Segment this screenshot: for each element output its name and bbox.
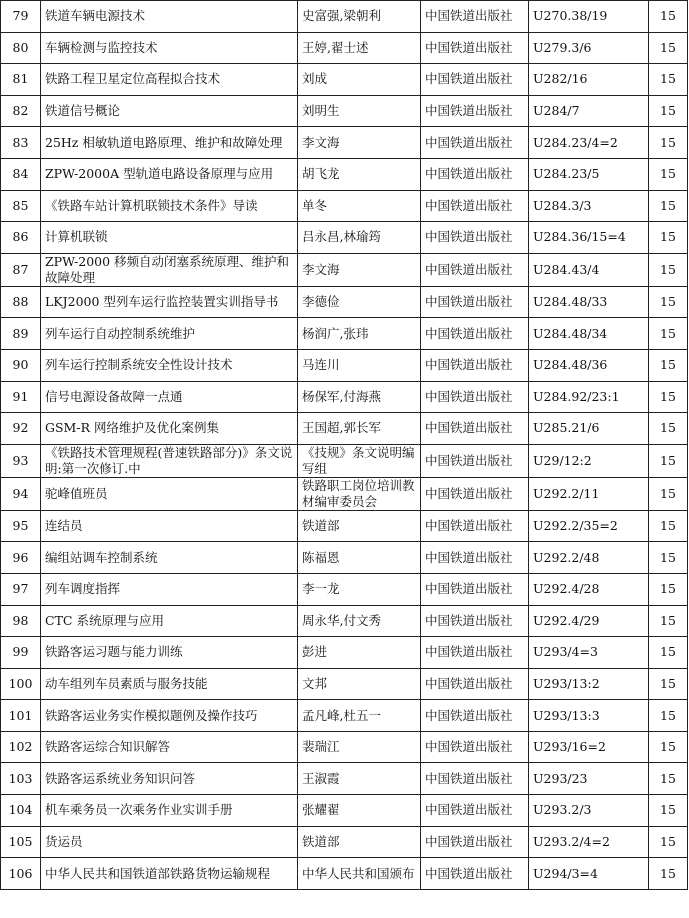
book-author: 李一龙 [298, 573, 421, 605]
call-number: U294/3=4 [529, 858, 649, 890]
book-author: 杨润广,张玮 [298, 318, 421, 350]
table-row [1, 32, 688, 64]
book-title: ZPW-2000A 型轨道电路设备原理与应用 [41, 158, 298, 190]
call-number: U293.2/3 [529, 795, 649, 827]
row-number: 99 [1, 637, 41, 669]
book-author: 铁道部 [298, 826, 421, 858]
row-number: 86 [1, 222, 41, 254]
book-publisher: 中国铁道出版社 [421, 795, 529, 827]
row-number: 83 [1, 127, 41, 159]
book-title: 驼峰值班员 [41, 477, 298, 510]
call-number: U284.48/33 [529, 286, 649, 318]
book-author: 中华人民共和国颁布 [298, 858, 421, 890]
copy-count: 15 [649, 318, 688, 350]
table-row [1, 542, 688, 574]
row-number: 93 [1, 444, 41, 477]
book-title: 列车调度指挥 [41, 573, 298, 605]
row-number: 89 [1, 318, 41, 350]
table-row [1, 381, 688, 413]
book-publisher: 中国铁道出版社 [421, 477, 529, 510]
row-number: 90 [1, 349, 41, 381]
book-publisher: 中国铁道出版社 [421, 637, 529, 669]
book-author: 铁路职工岗位培训教材编审委员会 [298, 477, 421, 510]
book-publisher: 中国铁道出版社 [421, 413, 529, 445]
book-publisher: 中国铁道出版社 [421, 542, 529, 574]
copy-count: 15 [649, 763, 688, 795]
book-publisher: 中国铁道出版社 [421, 1, 529, 33]
book-author: 吕永昌,林瑜筠 [298, 222, 421, 254]
row-number: 80 [1, 32, 41, 64]
book-title: 列车运行控制系统安全性设计技术 [41, 349, 298, 381]
call-number: U284.43/4 [529, 253, 649, 286]
call-number: U29/12:2 [529, 444, 649, 477]
copy-count: 15 [649, 349, 688, 381]
book-title: 铁道车辆电源技术 [41, 1, 298, 33]
copy-count: 15 [649, 637, 688, 669]
book-title: 铁路客运系统业务知识问答 [41, 763, 298, 795]
book-author: 王淑霞 [298, 763, 421, 795]
table-row [1, 826, 688, 858]
row-number: 101 [1, 700, 41, 732]
call-number: U292.2/48 [529, 542, 649, 574]
copy-count: 15 [649, 858, 688, 890]
row-number: 106 [1, 858, 41, 890]
book-publisher: 中国铁道出版社 [421, 826, 529, 858]
call-number: U293/13:3 [529, 700, 649, 732]
book-publisher: 中国铁道出版社 [421, 731, 529, 763]
copy-count: 15 [649, 795, 688, 827]
book-author: 铁道部 [298, 510, 421, 542]
book-publisher: 中国铁道出版社 [421, 700, 529, 732]
table-row [1, 477, 688, 510]
copy-count: 15 [649, 668, 688, 700]
call-number: U293/16=2 [529, 731, 649, 763]
row-number: 91 [1, 381, 41, 413]
book-title: 铁道信号概论 [41, 95, 298, 127]
book-list-body [1, 1, 688, 890]
book-author: 胡飞龙 [298, 158, 421, 190]
copy-count: 15 [649, 413, 688, 445]
copy-count: 15 [649, 510, 688, 542]
call-number: U292.4/28 [529, 573, 649, 605]
call-number: U284.48/34 [529, 318, 649, 350]
book-publisher: 中国铁道出版社 [421, 286, 529, 318]
book-publisher: 中国铁道出版社 [421, 190, 529, 222]
call-number: U293.2/4=2 [529, 826, 649, 858]
row-number: 96 [1, 542, 41, 574]
copy-count: 15 [649, 477, 688, 510]
book-publisher: 中国铁道出版社 [421, 222, 529, 254]
table-row [1, 605, 688, 637]
book-publisher: 中国铁道出版社 [421, 381, 529, 413]
copy-count: 15 [649, 95, 688, 127]
book-author: 王婷,翟士述 [298, 32, 421, 64]
call-number: U292.2/11 [529, 477, 649, 510]
book-publisher: 中国铁道出版社 [421, 318, 529, 350]
copy-count: 15 [649, 127, 688, 159]
row-number: 85 [1, 190, 41, 222]
book-author: 单冬 [298, 190, 421, 222]
row-number: 79 [1, 1, 41, 33]
call-number: U293/23 [529, 763, 649, 795]
book-author: 杨保军,付海燕 [298, 381, 421, 413]
call-number: U293/4=3 [529, 637, 649, 669]
table-row [1, 127, 688, 159]
book-author: 马连川 [298, 349, 421, 381]
row-number: 102 [1, 731, 41, 763]
table-row [1, 700, 688, 732]
book-author: 裴瑞江 [298, 731, 421, 763]
book-title: 编组站调车控制系统 [41, 542, 298, 574]
book-publisher: 中国铁道出版社 [421, 858, 529, 890]
row-number: 81 [1, 64, 41, 96]
row-number: 84 [1, 158, 41, 190]
book-author: 李文海 [298, 253, 421, 286]
book-title: 25Hz 相敏轨道电路原理、维护和故障处理 [41, 127, 298, 159]
row-number: 95 [1, 510, 41, 542]
row-number: 92 [1, 413, 41, 445]
call-number: U284/7 [529, 95, 649, 127]
call-number: U284.48/36 [529, 349, 649, 381]
book-title: 列车运行自动控制系统维护 [41, 318, 298, 350]
call-number: U282/16 [529, 64, 649, 96]
copy-count: 15 [649, 605, 688, 637]
call-number: U285.21/6 [529, 413, 649, 445]
copy-count: 15 [649, 573, 688, 605]
copy-count: 15 [649, 64, 688, 96]
book-publisher: 中国铁道出版社 [421, 763, 529, 795]
book-title: 动车组列车员素质与服务技能 [41, 668, 298, 700]
table-row [1, 64, 688, 96]
copy-count: 15 [649, 444, 688, 477]
row-number: 98 [1, 605, 41, 637]
table-row [1, 637, 688, 669]
table-row [1, 858, 688, 890]
book-title: 铁路客运综合知识解答 [41, 731, 298, 763]
book-publisher: 中国铁道出版社 [421, 444, 529, 477]
book-author: 文邦 [298, 668, 421, 700]
table-row [1, 668, 688, 700]
row-number: 104 [1, 795, 41, 827]
book-title: 计算机联锁 [41, 222, 298, 254]
row-number: 100 [1, 668, 41, 700]
book-author: 彭进 [298, 637, 421, 669]
copy-count: 15 [649, 32, 688, 64]
copy-count: 15 [649, 222, 688, 254]
book-publisher: 中国铁道出版社 [421, 573, 529, 605]
copy-count: 15 [649, 286, 688, 318]
book-publisher: 中国铁道出版社 [421, 349, 529, 381]
copy-count: 15 [649, 1, 688, 33]
book-author: 李文海 [298, 127, 421, 159]
call-number: U270.38/19 [529, 1, 649, 33]
copy-count: 15 [649, 542, 688, 574]
book-author: 《技规》条文说明编写组 [298, 444, 421, 477]
book-title: 货运员 [41, 826, 298, 858]
row-number: 87 [1, 253, 41, 286]
book-publisher: 中国铁道出版社 [421, 158, 529, 190]
table-row [1, 444, 688, 477]
table-row [1, 763, 688, 795]
book-author: 孟凡峰,杜五一 [298, 700, 421, 732]
table-row [1, 413, 688, 445]
book-publisher: 中国铁道出版社 [421, 127, 529, 159]
call-number: U284.23/4=2 [529, 127, 649, 159]
book-title: 《铁路车站计算机联锁技术条件》导读 [41, 190, 298, 222]
table-row [1, 286, 688, 318]
book-publisher: 中国铁道出版社 [421, 95, 529, 127]
row-number: 88 [1, 286, 41, 318]
book-title: LKJ2000 型列车运行监控装置实训指导书 [41, 286, 298, 318]
call-number: U284.36/15=4 [529, 222, 649, 254]
table-row [1, 253, 688, 286]
row-number: 103 [1, 763, 41, 795]
call-number: U293/13:2 [529, 668, 649, 700]
book-title: ZPW-2000 移频自动闭塞系统原理、维护和故障处理 [41, 253, 298, 286]
book-publisher: 中国铁道出版社 [421, 510, 529, 542]
table-row [1, 510, 688, 542]
book-author: 刘明生 [298, 95, 421, 127]
copy-count: 15 [649, 190, 688, 222]
book-title: GSM-R 网络维护及优化案例集 [41, 413, 298, 445]
table-row [1, 190, 688, 222]
table-row [1, 349, 688, 381]
table-row [1, 731, 688, 763]
table-row [1, 318, 688, 350]
book-title: 铁路客运业务实作模拟题例及操作技巧 [41, 700, 298, 732]
copy-count: 15 [649, 731, 688, 763]
book-author: 周永华,付文秀 [298, 605, 421, 637]
book-title: 铁路工程卫星定位高程拟合技术 [41, 64, 298, 96]
book-title: 连结员 [41, 510, 298, 542]
row-number: 94 [1, 477, 41, 510]
table-row [1, 95, 688, 127]
book-title: 车辆检测与监控技术 [41, 32, 298, 64]
row-number: 82 [1, 95, 41, 127]
call-number: U279.3/6 [529, 32, 649, 64]
book-publisher: 中国铁道出版社 [421, 605, 529, 637]
table-row [1, 158, 688, 190]
table-row [1, 222, 688, 254]
copy-count: 15 [649, 700, 688, 732]
call-number: U284.23/5 [529, 158, 649, 190]
copy-count: 15 [649, 158, 688, 190]
book-title: 中华人民共和国铁道部铁路货物运输规程 [41, 858, 298, 890]
call-number: U284.92/23:1 [529, 381, 649, 413]
call-number: U292.4/29 [529, 605, 649, 637]
row-number: 105 [1, 826, 41, 858]
book-author: 陈福恩 [298, 542, 421, 574]
copy-count: 15 [649, 826, 688, 858]
book-title: 机车乘务员一次乘务作业实训手册 [41, 795, 298, 827]
book-title: 铁路客运习题与能力训练 [41, 637, 298, 669]
table-row [1, 573, 688, 605]
book-publisher: 中国铁道出版社 [421, 32, 529, 64]
book-author: 王国超,郭长军 [298, 413, 421, 445]
table-row [1, 1, 688, 33]
book-publisher: 中国铁道出版社 [421, 668, 529, 700]
book-author: 刘成 [298, 64, 421, 96]
call-number: U292.2/35=2 [529, 510, 649, 542]
table-row [1, 795, 688, 827]
book-author: 张耀翟 [298, 795, 421, 827]
book-publisher: 中国铁道出版社 [421, 64, 529, 96]
row-number: 97 [1, 573, 41, 605]
book-title: CTC 系统原理与应用 [41, 605, 298, 637]
book-author: 史富强,梁朝利 [298, 1, 421, 33]
book-title: 《铁路技术管理规程(普速铁路部分)》条文说明:第一次修订.中 [41, 444, 298, 477]
copy-count: 15 [649, 253, 688, 286]
book-title: 信号电源设备故障一点通 [41, 381, 298, 413]
copy-count: 15 [649, 381, 688, 413]
call-number: U284.3/3 [529, 190, 649, 222]
book-publisher: 中国铁道出版社 [421, 253, 529, 286]
book-author: 李德俭 [298, 286, 421, 318]
